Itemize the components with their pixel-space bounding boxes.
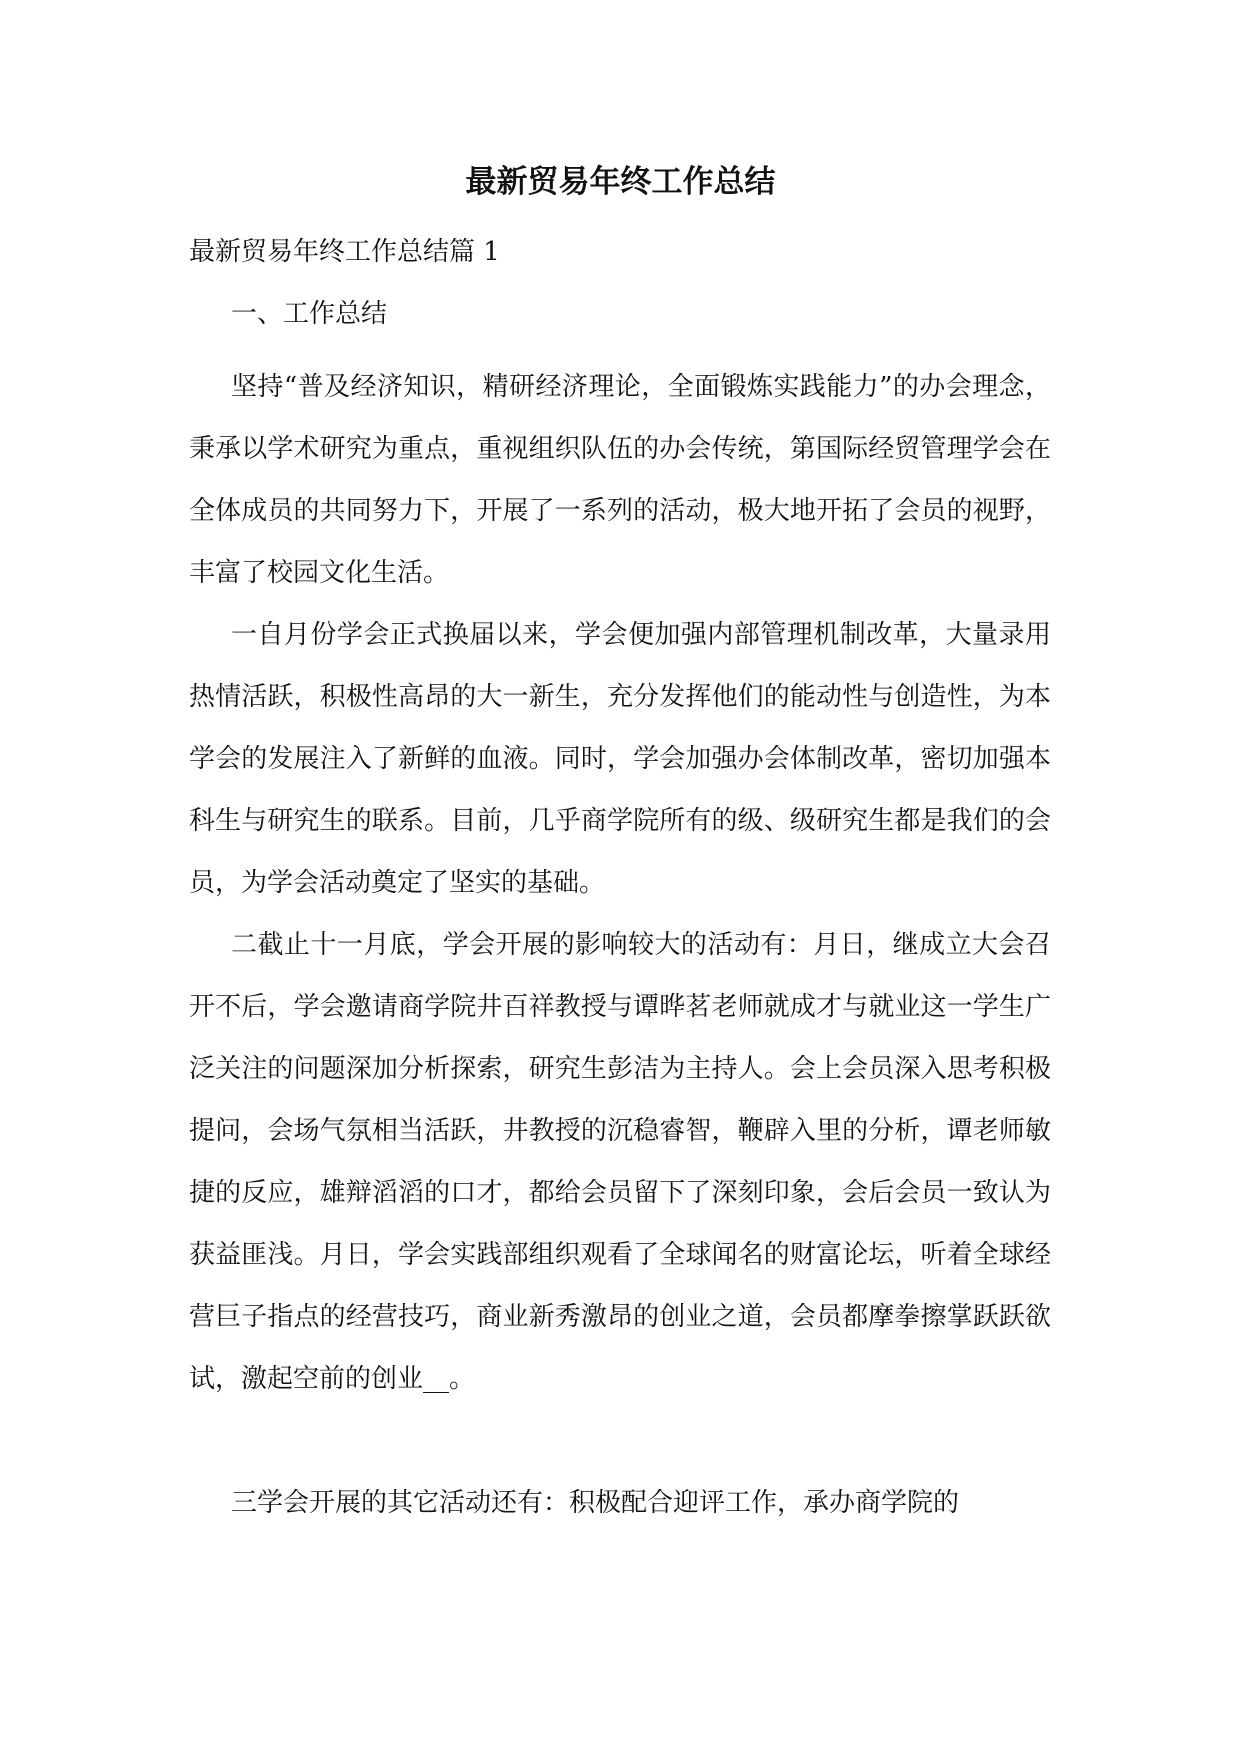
section-heading: 一、工作总结 bbox=[231, 299, 388, 329]
paragraph: 坚持“普及经济知识，精研经济理论，全面锻炼实践能力”的办会理念，秉承以学术研究为重点，重视组织队伍的办会传统，第国际经贸管理学会在全体成员的共同努力下，开展了一系列的活动，极大地开拓了会员的视野，丰富了校园文化生活。 bbox=[189, 372, 1051, 588]
paragraph: 二截止十一月底，学会开展的影响较大的活动有：月日，继成立大会召开不后，学会邀请商学院井百祥教授与谭晔茗老师就成才与就业这一学生广泛关注的问题深加分析探索，研究生彭洁为主持人。会上会员深入思考积极提问，会场气氛相当活跃，井教授的沉稳睿智，鞭辟入里的分析，谭老师敏捷的反应，雄辩滔滔的口才，都给会员留下了深刻印象，会后会员一致认为获益匪浅。月日，学会实践部组织观看了全球闻名的财富论坛，听着全球经营巨子指点的经营技巧，商业新秀激昂的创业之道，会员都摩拳擦掌跃跃欲试，激起空前的创业__。 bbox=[189, 930, 1051, 1394]
document-title: 最新贸易年终工作总结 bbox=[465, 164, 776, 200]
paragraph: 三学会开展的其它活动还有：积极配合迎评工作，承办商学院的 bbox=[231, 1488, 960, 1518]
paragraph: 一自月份学会正式换届以来，学会便加强内部管理机制改革，大量录用热情活跃，积极性高昂的大一新生，充分发挥他们的能动性与创造性，为本学会的发展注入了新鲜的血液。同时，学会加强办会体制改革，密切加强本科生与研究生的联系。目前，几乎商学院所有的级、级研究生都是我们的会员，为学会活动奠定了坚实的基础。 bbox=[189, 620, 1051, 898]
document-subtitle: 最新贸易年终工作总结篇 1 bbox=[189, 237, 500, 267]
